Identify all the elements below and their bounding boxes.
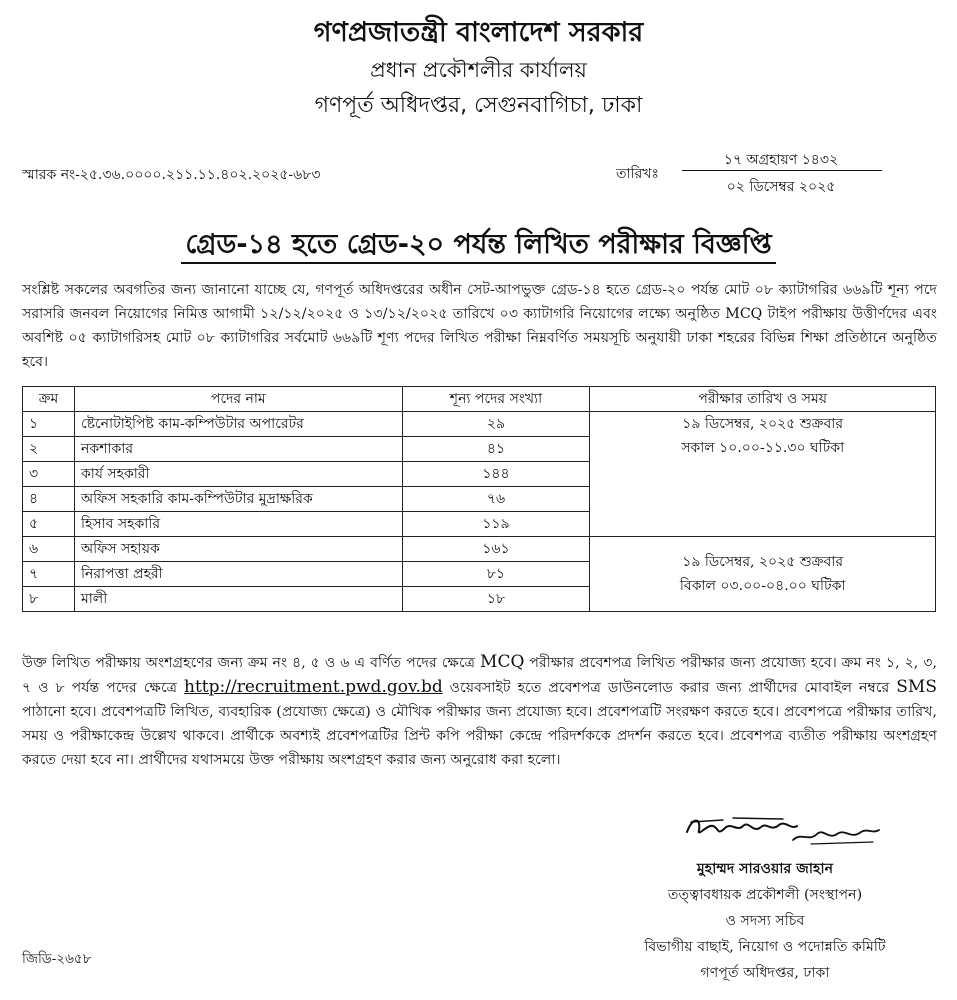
signatory-name: মুহাম্মদ সারওয়ার জাহান <box>696 861 834 877</box>
row-count: ৭৬ <box>402 487 590 512</box>
row-post: হিসাব সহকারি <box>74 512 402 537</box>
row-post: অফিস সহায়ক <box>74 537 402 562</box>
table-header-row <box>23 387 936 412</box>
header-post-name: পদের নাম <box>74 387 402 412</box>
row-post: কার্য সহকারী <box>74 462 402 487</box>
office-name: প্রধান প্রকৌশলীর কার্যালয় <box>370 58 587 82</box>
row-serial: ৮ <box>23 587 75 612</box>
notice-title <box>0 224 957 269</box>
handwritten-signature-icon <box>683 810 883 850</box>
instructions-part4: পাঠানো হবে। প্রবেশপত্রটি লিখিত, ব্যবহারিক (প্রযোজ্য ক্ষেত্রে) ও মৌখিক পরীক্ষার জন্য প্রযোজ্য হবে। প্রবেশপত্রটি সংরক্ষণ করতে হবে। প্রবেশপত্রে পরীক্ষার তারিখ, সময় ও পরীক্ষাকেন্দ্র উল্লেখ থাকবে। প্রার্থীকে অবশ্যই প্রবেশপত্রটির প্রিন্ট কপি পরীক্ষা কেন্দ্রে পরিদর্শককে প্রদর্শন করতে হবে। প্রবেশপত্র ব্যতীত পরীক্ষায় অংশগ্রহণ করতে দেয়া হবে না। প্রার্থীদের যথাসময়ে উক্ত পরীক্ষায় অংশগ্রহণ করার জন্য অনুরোধ করা হলো। <box>22 704 937 768</box>
instructions-part2: পরীক্ষার প্রবেশপত্র লিখিত পরীক্ষার জন্য প্রযোজ্য হবে। ক্রম নং ১, ২, ৩, ৭ ও ৮ পর্যন্ত পদের ক্ষেত্রে <box>22 655 937 696</box>
row-serial: ৫ <box>23 512 75 537</box>
memo-number: স্মারক নং-২৫.৩৬.০০০০.২১১.১১.৪০২.২০২৫-৬৮৩ <box>22 167 321 183</box>
instructions-part3: ওয়েবসাইট হতে প্রবেশপত্র ডাউনলোড করার জন্য প্রার্থীদের মোবাইল নম্বরে <box>449 680 890 696</box>
sms-text: SMS <box>896 677 937 697</box>
instructions-paragraph <box>22 650 937 772</box>
table-row <box>23 412 936 437</box>
row-serial: ৭ <box>23 562 75 587</box>
vacancy-table <box>22 386 936 612</box>
date-bangla: ১৭ অগ্রহায়ণ ১৪৩২ <box>723 152 839 168</box>
notice-title-text: গ্রেড-১৪ হতে গ্রেড-২০ পর্যন্ত লিখিত পরীক্ষার বিজ্ঞপ্তি <box>181 229 775 264</box>
letterhead <box>0 14 957 124</box>
row-post: অফিস সহকারি কাম-কম্পিউটার মুদ্রাক্ষরিক <box>74 487 402 512</box>
row-post: নকশাকার <box>74 437 402 462</box>
schedule-afternoon <box>590 537 936 612</box>
row-post: নিরাপত্তা প্রহরী <box>74 562 402 587</box>
schedule-morning-time: সকাল ১০.০০-১১.৩০ ঘটিকা <box>681 440 845 456</box>
row-count: ৪১ <box>402 437 590 462</box>
intro-paragraph: সংশ্লিষ্ট সকলের অবগতির জন্য জানানো যাচ্ছে যে, গণপূর্ত অধিদপ্তরের অধীন সেট-আপভুক্ত গ্রেড-১৪ হতে গ্রেড-২০ পর্যন্ত মোট ০৮ ক্যাটাগরির ৬৬৯টি শূন্য পদে সরাসরি জনবল নিয়োগের নিমিত্ত আগামী ১২/১২/২০২৫ ও ১৩/১২/২০২৫ তারিখে ০৩ ক্যাটাগরি নিয়োগের লক্ষ্যে অনুষ্ঠিত MCQ টাইপ পরীক্ষায় উত্তীর্ণদের এবং অবশিষ্ট ০৫ ক্যাটাগরিসহ মোট ০৮ ক্যাটাগরির সর্বমোট ৬৬৯টি শূণ্য পদের লিখিত পরীক্ষা নিম্নবর্ণিত সময়সূচি অনুযায়ী ঢাকা শহরের বিভিন্ন শিক্ষা প্রতিষ্ঠানে অনুষ্ঠিত হবে। <box>22 282 937 370</box>
recruitment-link[interactable]: http://recruitment.pwd.gov.bd <box>184 677 443 697</box>
mcq-text: MCQ <box>480 652 525 672</box>
header-exam-schedule: পরীক্ষার তারিখ ও সময় <box>590 387 936 412</box>
instructions-part1: উক্ত লিখিত পরীক্ষায় অংশগ্রহণের জন্য ক্রম নং ৪, ৫ ও ৬ এ বর্ণিত পদের ক্ষেত্রে <box>22 655 476 671</box>
header-vacancy-count: শূন্য পদের সংখ্যা <box>402 387 590 412</box>
schedule-morning <box>590 412 936 537</box>
signatory-block <box>600 856 930 986</box>
date-divider <box>682 170 882 171</box>
signatory-designation: তত্ত্বাবধায়ক প্রকৌশলী (সংস্থাপন) <box>667 887 863 903</box>
office-address: গণপূর্ত অধিদপ্তর, সেগুনবাগিচা, ঢাকা <box>314 93 643 118</box>
table-row <box>23 537 936 562</box>
header-serial: ক্রম <box>23 387 75 412</box>
row-post: ষ্টেনোটাইপিষ্ট কাম-কম্পিউটার অপারেটর <box>74 412 402 437</box>
row-count: ৮১ <box>402 562 590 587</box>
row-count: ১৪৪ <box>402 462 590 487</box>
row-serial: ১ <box>23 412 75 437</box>
row-serial: ৩ <box>23 462 75 487</box>
signatory-office: গণপূর্ত অধিদপ্তর, ঢাকা <box>700 965 830 981</box>
row-serial: ২ <box>23 437 75 462</box>
date-english: ০২ ডিসেম্বর ২০২৫ <box>726 179 836 195</box>
row-count: ১৬১ <box>402 537 590 562</box>
row-serial: ৪ <box>23 487 75 512</box>
row-count: ১৮ <box>402 587 590 612</box>
date-block <box>616 148 946 200</box>
schedule-afternoon-date: ১৯ ডিসেম্বর, ২০২৫ শুক্রবার <box>682 554 844 570</box>
row-post: মালী <box>74 587 402 612</box>
row-count: ২৯ <box>402 412 590 437</box>
signatory-committee: বিভাগীয় বাছাই, নিয়োগ ও পদোন্নতি কমিটি <box>644 939 886 955</box>
date-label: তারিখঃ <box>616 166 659 182</box>
row-serial: ৬ <box>23 537 75 562</box>
government-title: গণপ্রজাতন্ত্রী বাংলাদেশ সরকার <box>313 17 644 48</box>
schedule-morning-date: ১৯ ডিসেম্বর, ২০২৫ শুক্রবার <box>682 416 844 432</box>
row-count: ১১৯ <box>402 512 590 537</box>
schedule-afternoon-time: বিকাল ০৩.০০-০৪.০০ ঘটিকা <box>679 578 846 594</box>
reference-code: জিডি-২৬৫৮ <box>22 951 92 967</box>
signatory-role: ও সদস্য সচিব <box>725 913 805 929</box>
